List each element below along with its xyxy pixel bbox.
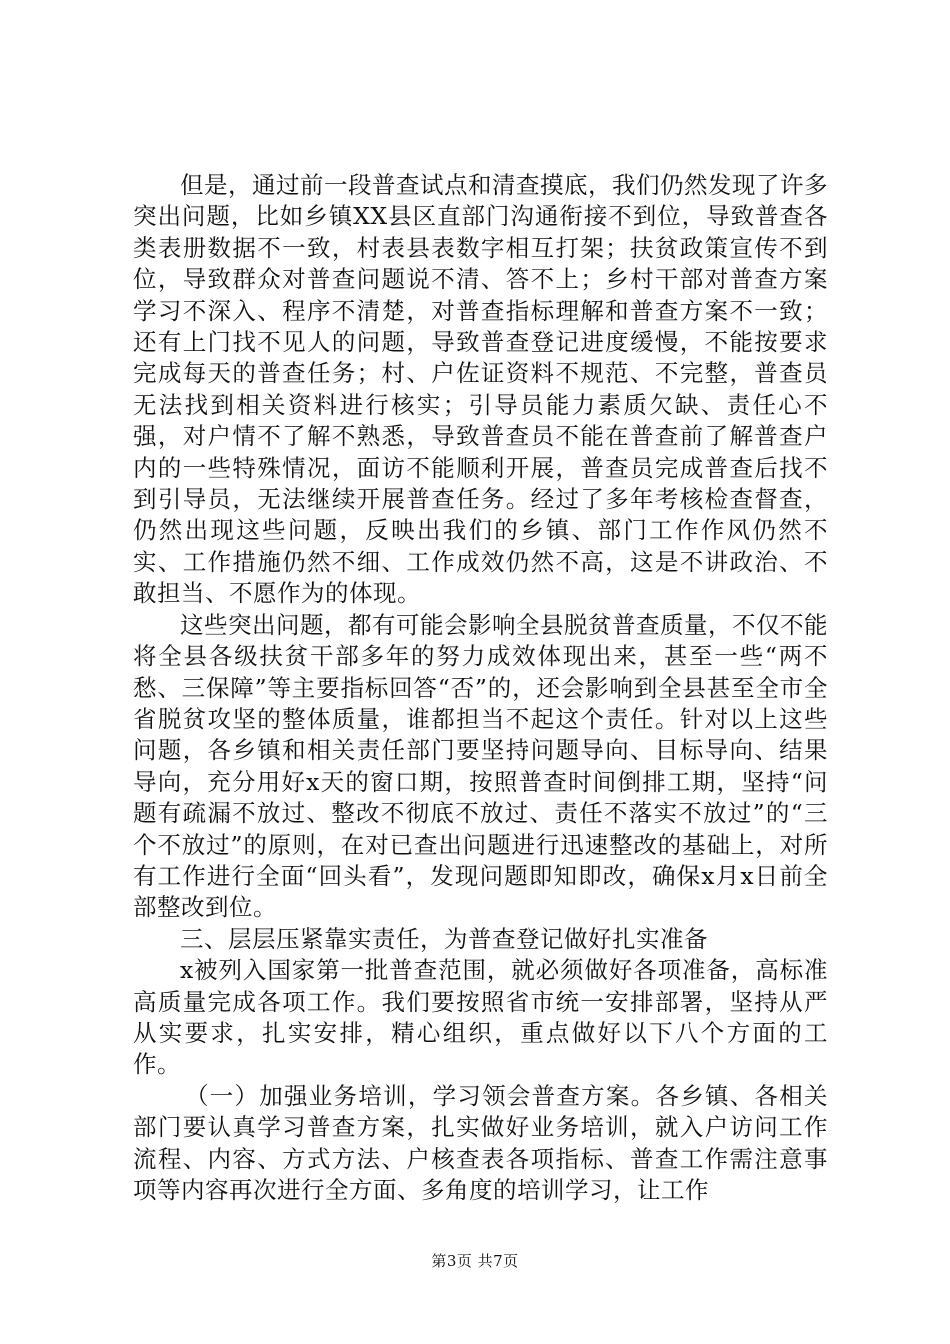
document-body [133, 170, 828, 1206]
paragraph-preparation: x被列入国家第一批普查范围，就必须做好各项准备，高标准高质量完成各项工作。我们要按照省市统一安排部署，坚持从严从实要求，扎实安排，精心组织，重点做好以下八个方面的工作。 [133, 956, 828, 1079]
paragraph-training: （一）加强业务培训，学习领会普查方案。各乡镇、各相关部门要认真学习普查方案，扎实做好业务培训，就入户访问工作流程、内容、方式方法、户核查表各项指标、普查工作需注意事项等内容再次进行全方面、多角度的培训学习，让工作 [133, 1081, 828, 1204]
paragraph-problems: 但是，通过前一段普查试点和清查摸底，我们仍然发现了许多突出问题，比如乡镇XX县区直部门沟通衔接不到位，导致普查各类表册数据不一致，村表县表数字相互打架；扶贫政策宣传不到位，导致群众对普查问题说不清、答不上；乡村干部对普查方案学习不深入、程序不清楚，对普查指标理解和普查方案不一致；还有上门找不见人的问题，导致普查登记进度缓慢，不能按要求完成每天的普查任务；村、户佐证资料不规范、不完整，普查员无法找到相关资料进行核实；引导员能力素质欠缺、责任心不强，对户情不了解不熟悉，导致普查员不能在普查前了解普查户内的一些特殊情况，面访不能顺利开展，普查员完成普查后找不到引导员，无法继续开展普查任务。经过了多年考核检查督查，仍然出现这些问题，反映出我们的乡镇、部门工作作风仍然不实、工作措施仍然不细、工作成效仍然不高，这是不讲政治、不敢担当、不愿作为的体现。 [133, 171, 828, 608]
paragraph-impact: 这些突出问题，都有可能会影响全县脱贫普查质量，不仅不能将全县各级扶贫干部多年的努力成效体现出来，甚至一些“两不愁、三保障”等主要指标回答“否”的，还会影响到全县甚至全市全省脱贫攻坚的整体质量，谁都担当不起这个责任。针对以上这些问题，各乡镇和相关责任部门要坚持问题导向、目标导向、结果导向，充分用好x天的窗口期，按照普查时间倒排工期，坚持“问题有疏漏不放过、整改不彻底不放过、责任不落实不放过”的“三个不放过”的原则，在对已查出问题进行迅速整改的基础上，对所有工作进行全面“回头看”，发现问题即知即改，确保x月x日前全部整改到位。 [133, 610, 828, 922]
page-footer: 第3页 共7页 [431, 1252, 519, 1270]
section-heading: 三、层层压紧靠实责任，为普查登记做好扎实准备 [180, 924, 708, 953]
